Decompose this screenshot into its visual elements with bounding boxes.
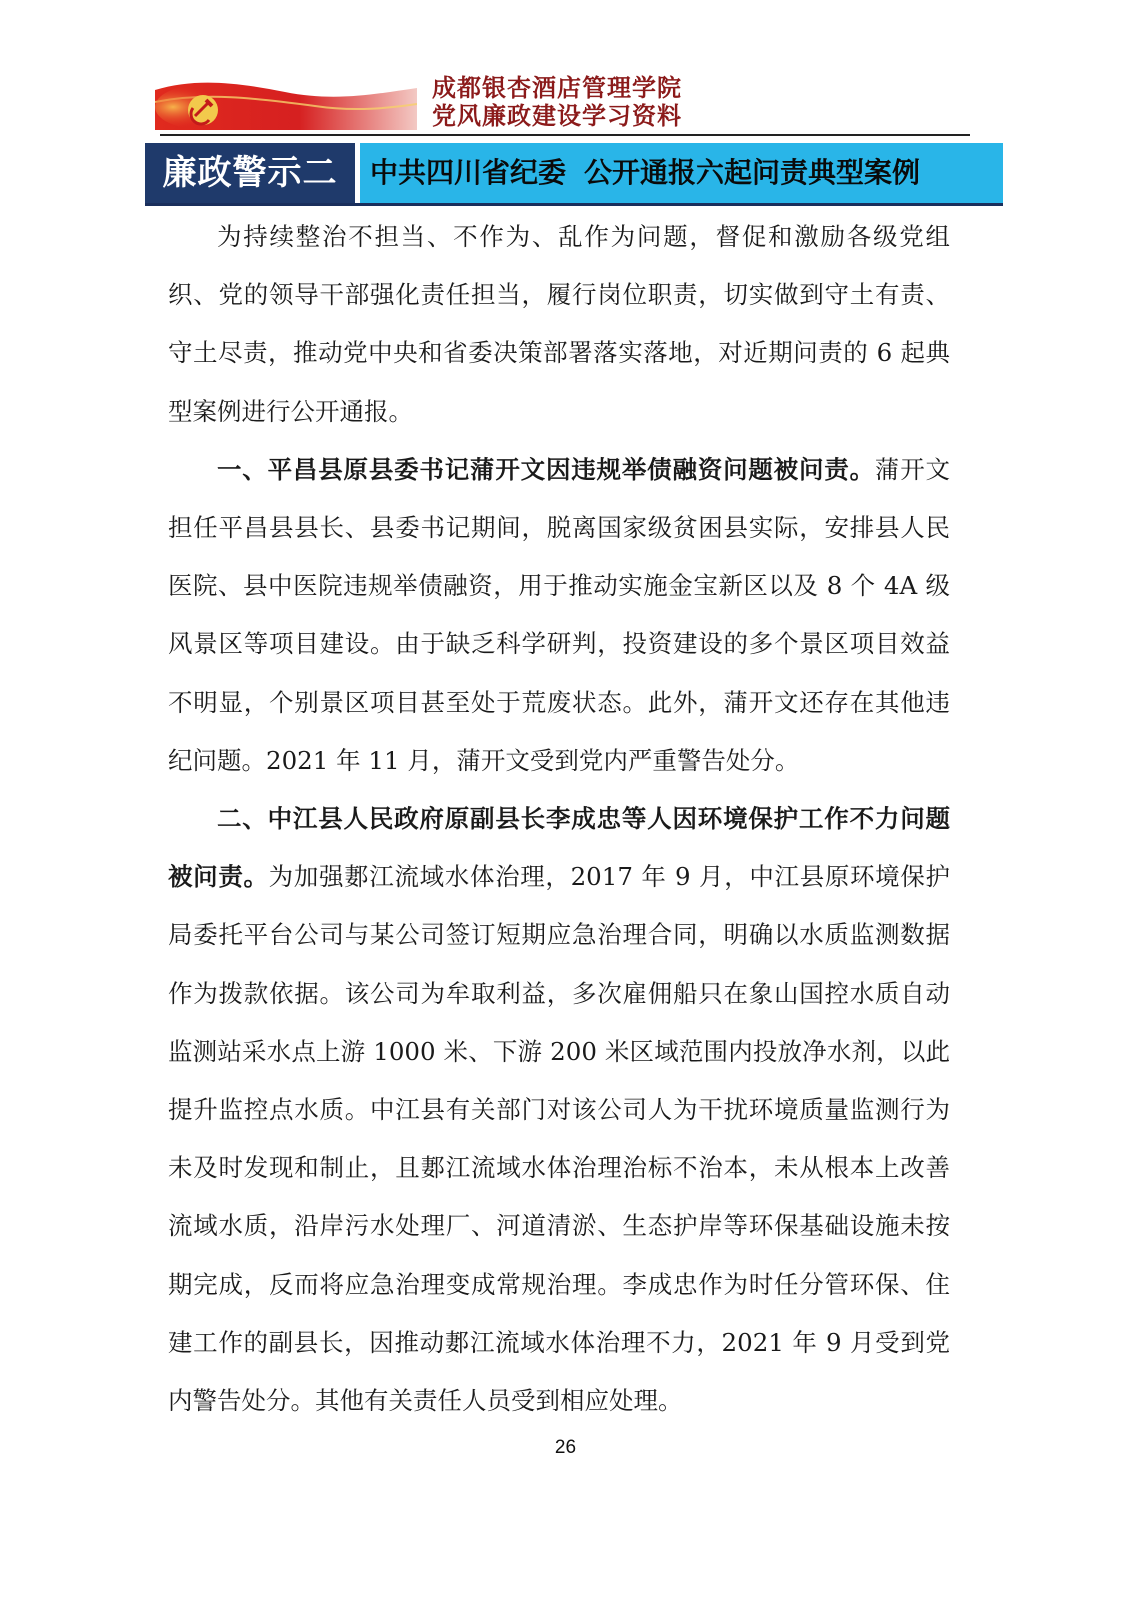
- party-emblem-banner: [155, 72, 417, 130]
- document-subtitle: 党风廉政建设学习资料: [432, 102, 682, 130]
- hammer-sickle-icon: [188, 95, 218, 125]
- header-title-block: [432, 74, 682, 130]
- school-name: 成都银杏酒店管理学院: [432, 74, 682, 102]
- page-number: 26: [554, 1437, 577, 1458]
- header-divider: [160, 134, 970, 136]
- case-2-body: 为加强郪江流域水体治理，2017 年 9 月，中江县原环境保护局委托平台公司与某公司签订短期应急治理合同，明确以水质监测数据作为拨款依据。该公司为牟取利益，多次雇佣船只在象山国控水质自动监测站采水点上游 1000 米、下游 200 米区域范围内投放净水剂，以此提升监控点水质。中江县有关部门对该公司人为干扰环境质量监测行为未及时发现和制止，且郪江流域水体治理治标不治本，未从根本上改善流域水质，沿岸污水处理厂、河道清淤、生态护岸等环保基础设施未按期完成，反而将应急治理变成常规治理。李成忠作为时任分管环保、住建工作的副县长，因推动郪江流域水体治理不力，2021 年 9 月受到党内警告处分。其他有关责任人员受到相应处理。: [168, 862, 950, 1416]
- case-1-title: 一、平昌县原县委书记蒲开文因违规举债融资问题被问责。: [217, 454, 875, 484]
- section-heading-part2: 公开通报六起问责典型案例: [584, 156, 921, 189]
- section-heading-part1: 中共四川省纪委: [370, 156, 567, 189]
- case-1-body: 蒲开文担任平昌县县长、县委书记期间，脱离国家级贫困县实际，安排县人民医院、县中医院违规举债融资，用于推动实施金宝新区以及 8 个 4A 级风景区等项目建设。由于缺乏科学研判，投资建设的多个景区项目效益不明显，个别景区项目甚至处于荒废状态。此外，蒲开文还存在其他违纪问题。2021 年 11 月，蒲开文受到党内严重警告处分。: [168, 454, 950, 775]
- intro-paragraph: 为持续整治不担当、不作为、乱作为问题，督促和激励各级党组织、党的领导干部强化责任担当，履行岗位职责，切实做到守土有责、守土尽责，推动党中央和省委决策部署落实落地，对近期问责的 6 起典型案例进行公开通报。: [168, 222, 950, 426]
- section-heading: [360, 143, 1003, 203]
- section-label: 廉政警示二: [145, 143, 355, 203]
- case-2-title: 二、中江县人民政府原副县长李成忠等人因环境保护工作不力问题被问责。: [168, 804, 950, 892]
- document-body: [168, 208, 950, 1430]
- section-title-bar: [145, 143, 1003, 206]
- case-2-paragraph: [168, 790, 950, 1430]
- case-1-paragraph: [168, 441, 950, 790]
